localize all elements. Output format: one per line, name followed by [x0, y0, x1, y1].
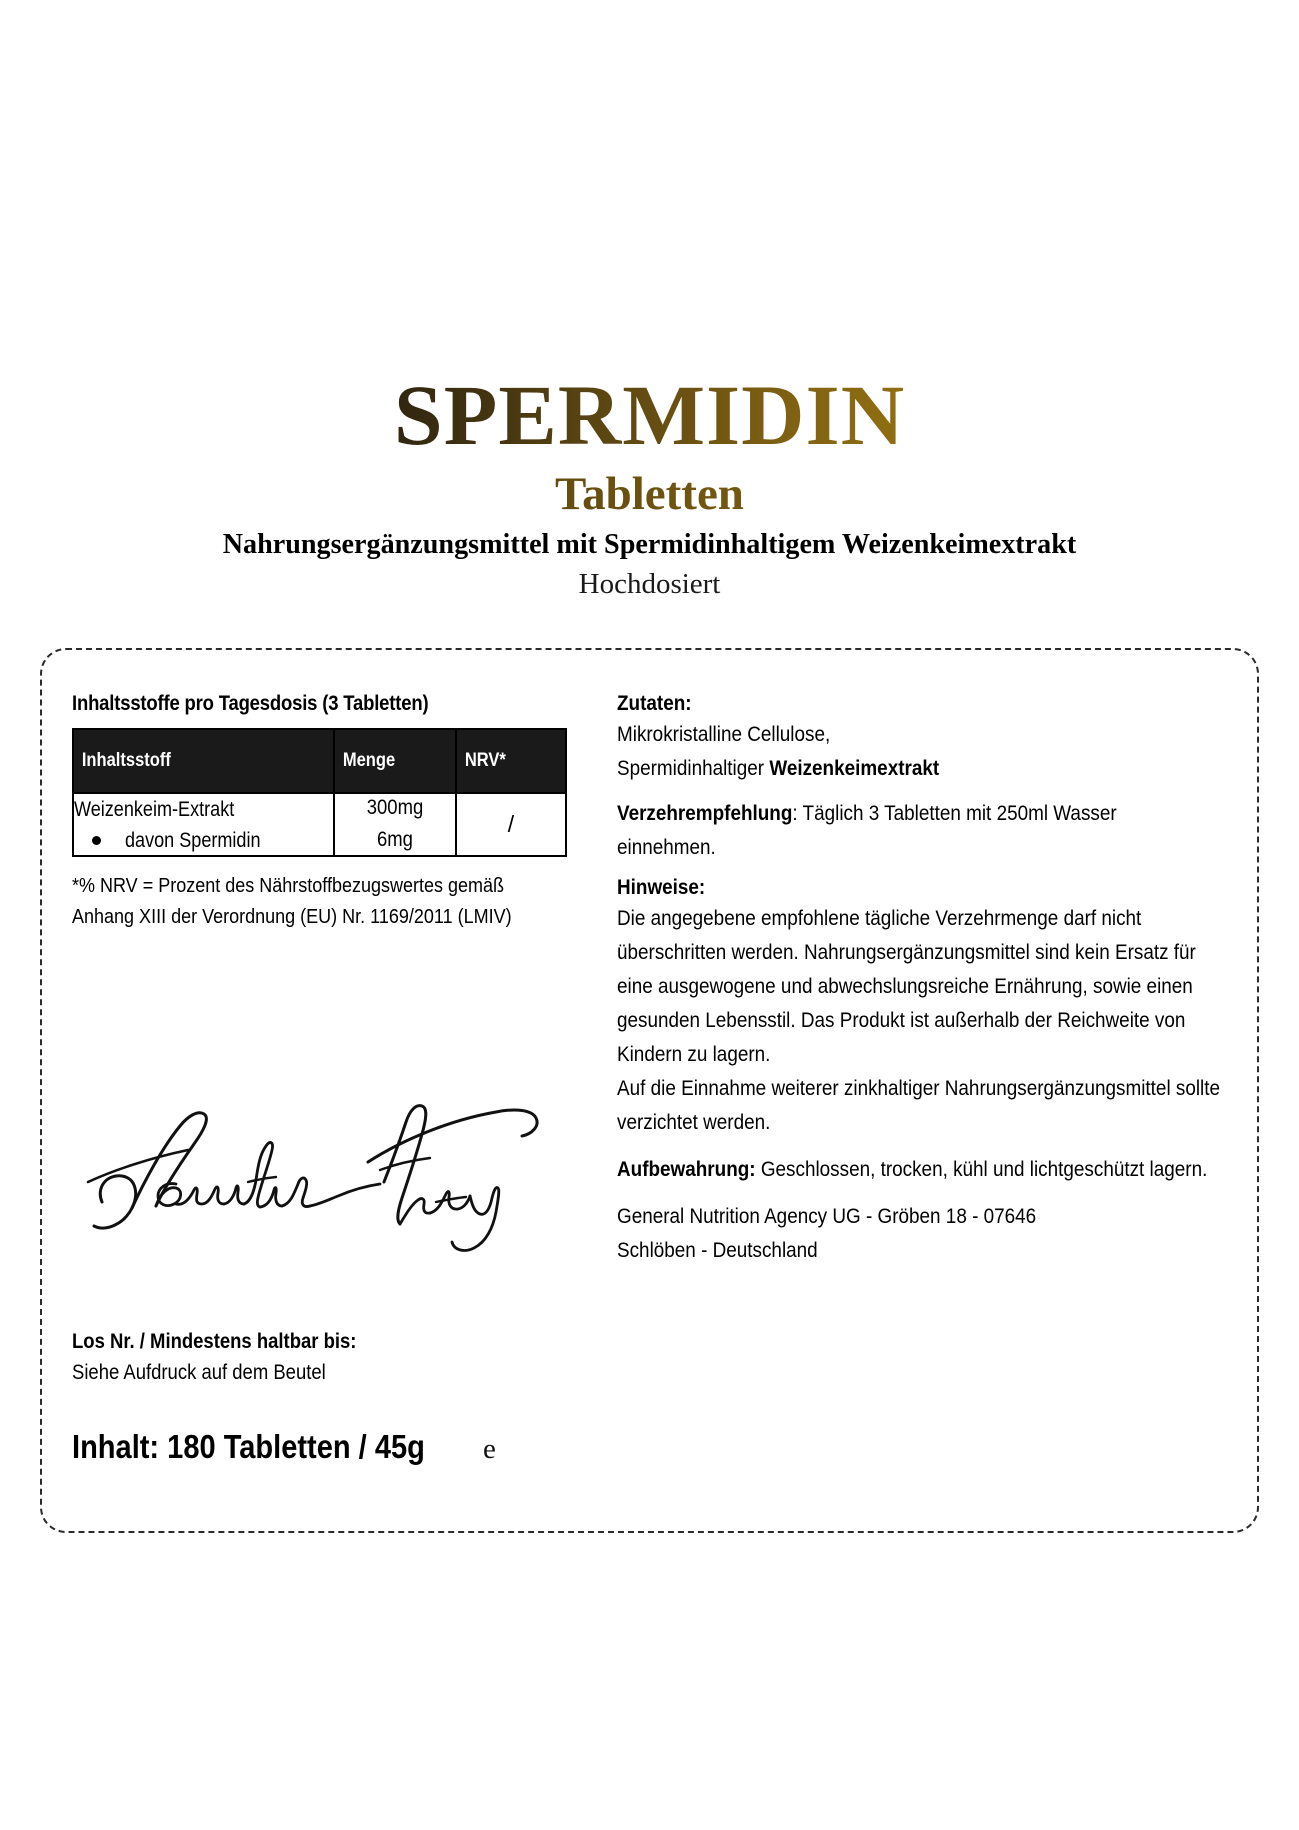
company-address-line-1: General Nutrition Agency UG - Gröben 18 - 07646 [617, 1205, 1037, 1229]
dosage-recommendation [617, 797, 1220, 865]
notes-paragraph-2: Auf die Einnahme weiterer zinkhaltiger Nahrungsergänzungsmittel sollte verzichtet werden. [617, 1077, 1221, 1135]
company-address-line-2: Schlöben - Deutschland [617, 1239, 818, 1263]
table-header-ingredient: Inhaltsstoff [73, 729, 334, 793]
estimated-sign-icon: e [482, 1433, 496, 1465]
ingredients-line-1: Mikrokristalline Cellulose, [617, 723, 831, 746]
dosage-text: : Täglich 3 Tabletten mit 250ml Wasser einnehmen. [617, 802, 1117, 860]
lot-block [72, 1330, 572, 1385]
product-tagline: Hochdosiert [578, 568, 721, 601]
spacer [617, 1187, 1221, 1200]
spacer [617, 865, 1221, 876]
table-header-amount: Menge [334, 729, 456, 793]
nutrition-table-head [73, 729, 566, 793]
lot-text: Siehe Aufdruck auf dem Beutel [72, 1361, 326, 1384]
panel-left-column [42, 650, 590, 1531]
nutrition-table-body [73, 793, 566, 856]
spacer [617, 786, 1221, 797]
content-amount-block [72, 1428, 496, 1466]
table-row [73, 793, 566, 856]
ingredients-line-2 [617, 752, 1220, 786]
lot-title: Los Nr. / Mindestens haltbar bis: [72, 1330, 357, 1353]
info-panel [40, 648, 1259, 1533]
dosage-label: Verzehrempfehlung [617, 802, 793, 826]
nrv-footnote [72, 871, 564, 933]
content-amount-text: Inhalt: 180 Tabletten / 45g [72, 1428, 425, 1465]
table-header-row [73, 729, 566, 793]
nutrition-table-heading: Inhaltsstoffe pro Tagesdosis (3 Tabletten) [72, 692, 429, 715]
panel-right-column [590, 650, 1257, 1531]
product-description: Nahrungsergänzungsmittel mit Spermidinhaltigem Weizenkeimextrakt [222, 528, 1077, 561]
table-header-nrv: NRV* [456, 729, 566, 793]
sub-ingredient-row: davon Spermidin [74, 829, 333, 853]
nrv-footnote-line-2: Anhang XIII der Verordnung (EU) Nr. 1169/2011 (LMIV) [72, 905, 512, 928]
label-header [0, 367, 1299, 601]
nrv-footnote-line-1: *% NRV = Prozent des Nährstoffbezugswertes gemäß [72, 874, 505, 897]
storage-text: Geschlossen, trocken, kühl und lichtgeschützt lagern. [755, 1158, 1208, 1182]
signature-image [84, 1070, 554, 1260]
bullet-icon [92, 836, 101, 845]
cell-nrv: / [456, 793, 566, 856]
product-form-subtitle: Tabletten [0, 470, 1299, 519]
notes-paragraph-1: Die angegebene empfohlene tägliche Verzehrmenge darf nicht überschritten werden. Nahrungsergänzungsmittel sind kein Ersatz für eine ausgewogene und abwechslungsreiche Ernährung, sowie einen gesunden Lebensstil. Das Produkt ist außerhalb der Reichweite von Kindern zu lagern. [617, 907, 1196, 1067]
ingredients-title: Zutaten: [617, 692, 692, 715]
notes-title: Hinweise: [617, 876, 706, 900]
storage-instructions [617, 1153, 1220, 1187]
ingredients-line-2-bold: Weizenkeimextrakt [769, 757, 940, 781]
ingredients-line-2-prefix: Spermidinhaltiger [617, 757, 770, 781]
panel-columns [42, 650, 1257, 1531]
storage-label: Aufbewahrung: [617, 1158, 756, 1182]
page-title: SPERMIDIN [0, 372, 1299, 458]
nutrition-table [72, 728, 567, 857]
cell-ingredient: Weizenkeim-Extrakt davon Spermidin [73, 793, 334, 856]
cell-amount: 300mg 6mg [334, 793, 456, 856]
spacer [617, 1140, 1221, 1153]
